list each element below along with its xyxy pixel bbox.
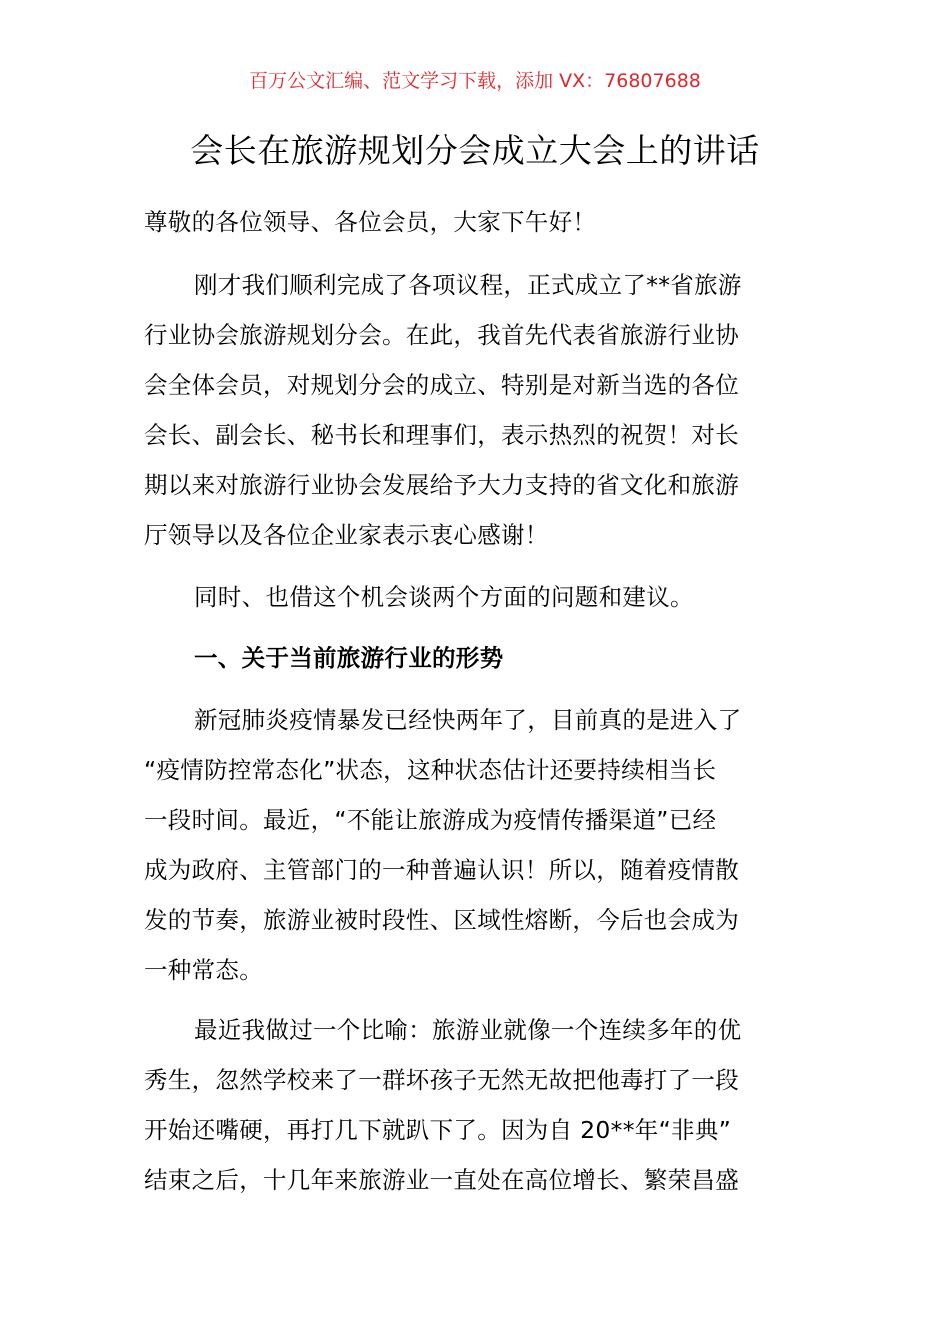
paragraph-line: 行业协会旅游规划分会。在此，我首先代表省旅游行业协 (144, 321, 739, 349)
paragraph-line: 同时、也借这个机会谈两个方面的问题和建议。 (194, 583, 694, 611)
paragraph-line: 厅领导以及各位企业家表示衷心感谢！ (144, 521, 549, 549)
paragraph-line: 发的节奏，旅游业被时段性、区域性熔断，今后也会成为 (144, 906, 739, 934)
paragraph-line: 刚才我们顺利完成了各项议程，正式成立了**省旅游 (194, 271, 742, 299)
paragraph-line: 一段时间。最近，“不能让旅游成为疫情传播渠道”已经 (144, 806, 717, 834)
paragraph-line: 期以来对旅游行业协会发展给予大力支持的省文化和旅游 (144, 471, 739, 499)
paragraph-line: 会全体会员，对规划分会的成立、特别是对新当选的各位 (144, 371, 739, 399)
paragraph-line: “疫情防控常态化”状态，这种状态估计还要持续相当长 (144, 756, 717, 784)
paragraph-line: 会长、副会长、秘书长和理事们，表示热烈的祝贺！对长 (144, 421, 739, 449)
paragraph-line: 秀生，忽然学校来了一群坏孩子无然无故把他毒打了一段 (144, 1066, 739, 1094)
salutation: 尊敬的各位领导、各位会员，大家下午好！ (144, 208, 597, 236)
paragraph-line: 一种常态。 (144, 956, 263, 984)
paragraph-line: 结束之后，十几年来旅游业一直处在高位增长、繁荣昌盛 (144, 1166, 739, 1194)
header-download-note: 百万公文汇编、范文学习下载，添加 VX：76807688 (249, 70, 701, 92)
document-title: 会长在旅游规划分会成立大会上的讲话 (190, 131, 760, 170)
section-heading: 一、关于当前旅游行业的形势 (194, 644, 504, 672)
paragraph-line: 成为政府、主管部门的一种普遍认识！所以，随着疫情散 (144, 856, 739, 884)
paragraph-line: 开始还嘴硬，再打几下就趴下了。因为自 20**年“非典” (144, 1116, 732, 1144)
paragraph-line: 新冠肺炎疫情暴发已经快两年了，目前真的是进入了 (194, 706, 742, 734)
paragraph-line: 最近我做过一个比喻：旅游业就像一个连续多年的优 (194, 1016, 742, 1044)
